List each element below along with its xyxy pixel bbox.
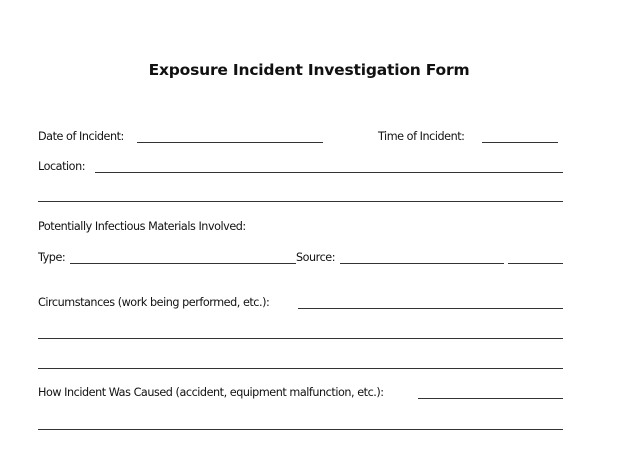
- location-field-continued[interactable]: [38, 201, 563, 202]
- date-of-incident-label: Date of Incident:: [38, 130, 124, 143]
- circumstances-field-line-2[interactable]: [38, 338, 563, 339]
- circumstances-label: Circumstances (work being performed, etc.):: [38, 296, 270, 309]
- form-title: Exposure Incident Investigation Form: [148, 61, 470, 79]
- source-field-extra[interactable]: [508, 263, 563, 264]
- location-field[interactable]: [95, 172, 563, 173]
- cause-field-line-2[interactable]: [38, 429, 563, 430]
- materials-involved-label: Potentially Infectious Materials Involved:: [38, 220, 246, 233]
- type-label: Type:: [38, 251, 66, 264]
- cause-label: How Incident Was Caused (accident, equipment malfunction, etc.):: [38, 386, 384, 399]
- source-label: Source:: [296, 251, 336, 264]
- circumstances-field[interactable]: [298, 308, 563, 309]
- location-label: Location:: [38, 160, 86, 173]
- source-field[interactable]: [340, 263, 504, 264]
- time-of-incident-label: Time of Incident:: [378, 130, 465, 143]
- type-field[interactable]: [70, 263, 296, 264]
- cause-field[interactable]: [418, 398, 563, 399]
- time-of-incident-field[interactable]: [482, 142, 558, 143]
- circumstances-field-line-3[interactable]: [38, 368, 563, 369]
- date-of-incident-field[interactable]: [137, 142, 323, 143]
